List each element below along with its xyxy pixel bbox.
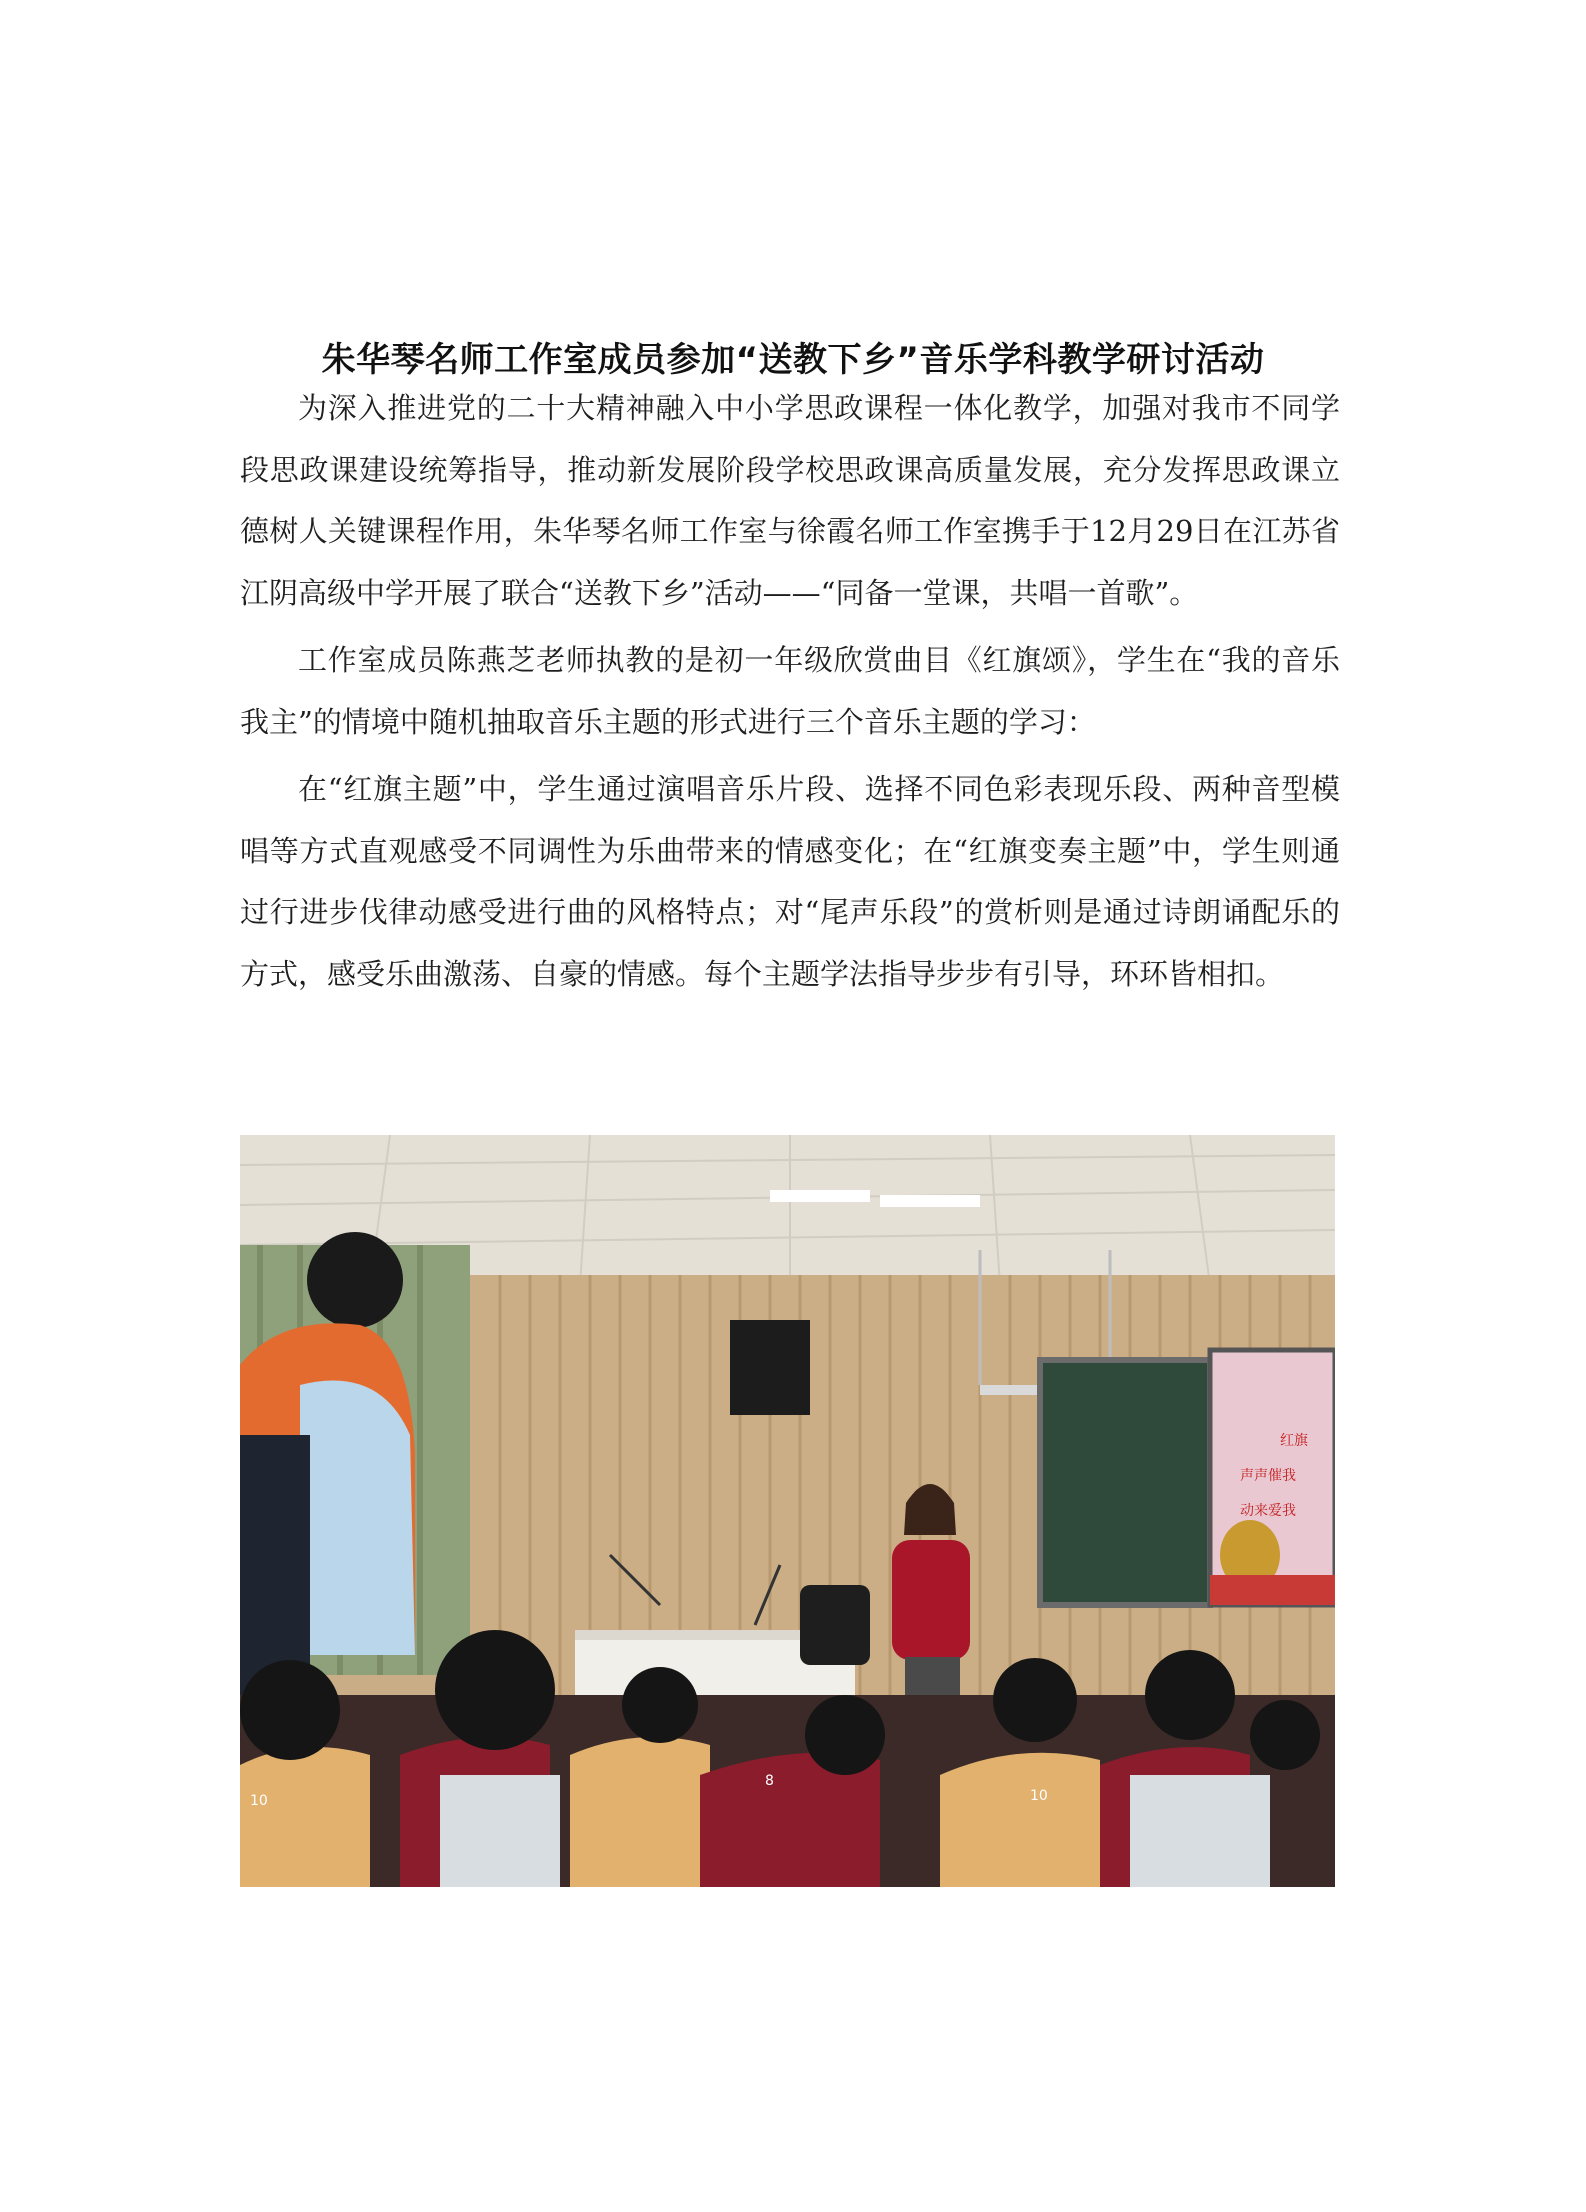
screen-text-1: 红旗 [1280,1433,1308,1449]
screen-text-2: 声声催我 [1240,1468,1296,1484]
article-body [240,378,1340,1011]
paragraph-themes: 在“红旗主题”中，学生通过演唱音乐片段、选择不同色彩表现乐段、两种音型模唱等方式直观感受不同调性为乐曲带来的情感变化；在“红旗变奏主题”中，学生则通过行进步伐律动感受进行曲的风格特点；对“尾声乐段”的赏析则是通过诗朗诵配乐的方式，感受乐曲激荡、自豪的情感。每个主题学法指导步步有引导，环环皆相扣。 [240,772,1340,991]
paragraph-lesson: 工作室成员陈燕芝老师执教的是初一年级欣赏曲目《红旗颂》，学生在“我的音乐我主”的情境中随机抽取音乐主题的形式进行三个音乐主题的学习： [240,643,1340,739]
seat-number-3: 10 [1030,1788,1048,1804]
classroom-photo [240,1135,1335,1887]
seat-number-2: 8 [765,1773,774,1789]
seat-number-1: 10 [250,1793,268,1809]
article-title: 朱华琴名师工作室成员参加“送教下乡”音乐学科教学研讨活动 [321,339,1265,380]
paragraph-intro: 为深入推进党的二十大精神融入中小学思政课程一体化教学，加强对我市不同学段思政课建设统筹指导，推动新发展阶段学校思政课高质量发展，充分发挥思政课立德树人关键课程作用，朱华琴名师工作室与徐霞名师工作室携手于12月29日在江苏省江阴高级中学开展了联合“送教下乡”活动——“同备一堂课，共唱一首歌”。 [240,391,1340,610]
screen-text-3: 动来爱我 [1240,1503,1296,1519]
